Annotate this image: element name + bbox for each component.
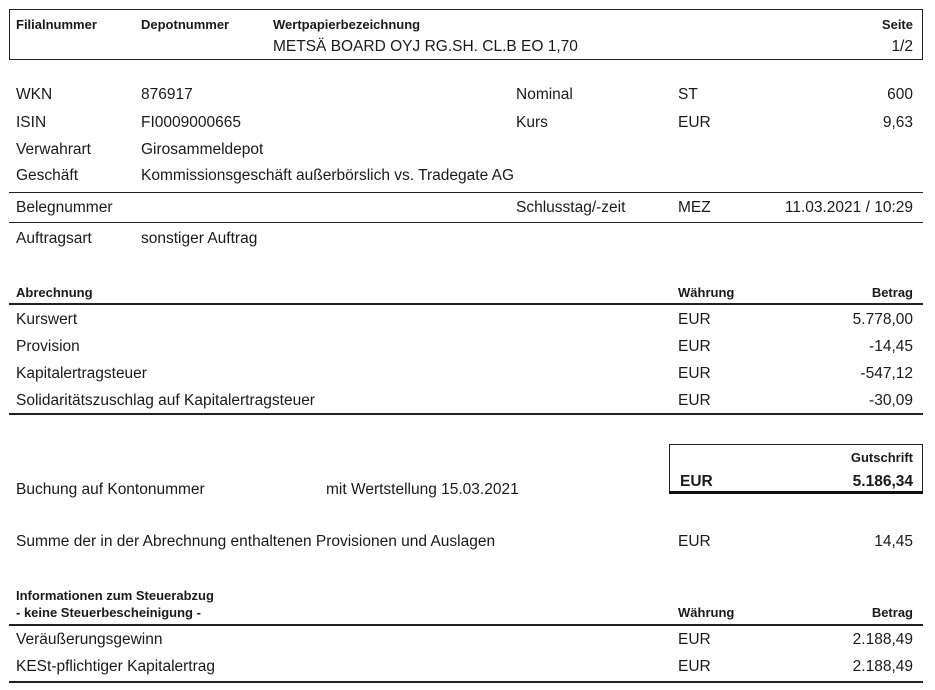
- abrechnung-row-currency: EUR: [678, 311, 711, 328]
- abrechnung-row-amount: -14,45: [869, 338, 913, 355]
- divider: [9, 222, 923, 223]
- steuer-row-currency: EUR: [678, 658, 711, 675]
- abrechnung-row-currency: EUR: [678, 365, 711, 382]
- abrechnung-row-label: Kapitalertragsteuer: [16, 365, 147, 382]
- beleg-label: Belegnummer: [16, 199, 113, 216]
- divider: [9, 303, 923, 305]
- schluss-label: Schlusstag/-zeit: [516, 199, 626, 216]
- nominal-value: 600: [887, 86, 913, 103]
- divider: [9, 624, 923, 626]
- seite-value: 1/2: [891, 38, 913, 55]
- divider: [9, 192, 923, 193]
- wertstellung-text: mit Wertstellung 15.03.2021: [326, 481, 519, 498]
- abrechnung-currency-header: Währung: [678, 285, 735, 300]
- divider: [9, 681, 923, 683]
- isin-label: ISIN: [16, 114, 47, 131]
- abrechnung-row-label: Solidaritätszuschlag auf Kapitalertragsteuer: [16, 392, 315, 409]
- nominal-unit: ST: [678, 86, 698, 103]
- steuer-row-label: Veräußerungsgewinn: [16, 631, 163, 648]
- kurs-value: 9,63: [882, 114, 913, 131]
- auftragsart-label: Auftragsart: [16, 230, 92, 247]
- abrechnung-row-amount: -30,09: [869, 392, 913, 409]
- gutschrift-currency: EUR: [680, 473, 713, 490]
- schluss-value: 11.03.2021 / 10:29: [784, 199, 913, 216]
- buchung-label: Buchung auf Kontonummer: [16, 481, 205, 498]
- steuer-title: Informationen zum Steuerabzug: [16, 588, 214, 603]
- abrechnung-row-currency: EUR: [678, 338, 711, 355]
- wkn-label: WKN: [16, 86, 53, 103]
- kurs-currency: EUR: [678, 114, 711, 131]
- steuer-currency-header: Währung: [678, 605, 735, 620]
- depotnummer-label: Depotnummer: [141, 17, 230, 32]
- auftragsart-value: sonstiger Auftrag: [141, 230, 258, 247]
- summe-amount: 14,45: [874, 533, 913, 550]
- abrechnung-title: Abrechnung: [16, 285, 93, 300]
- wertpapier-value: METSÄ BOARD OYJ RG.SH. CL.B EO 1,70: [273, 38, 578, 55]
- summe-label: Summe der in der Abrechnung enthaltenen Provisionen und Auslagen: [16, 533, 496, 550]
- abrechnung-row-label: Provision: [16, 338, 80, 355]
- wertpapier-label: Wertpapierbezeichnung: [273, 17, 421, 32]
- wkn-value: 876917: [141, 86, 193, 103]
- abrechnung-row-currency: EUR: [678, 392, 711, 409]
- seite-label: Seite: [881, 17, 913, 32]
- steuer-row-amount: 2.188,49: [852, 658, 913, 675]
- schluss-tz: MEZ: [678, 199, 711, 216]
- verwahrart-label: Verwahrart: [16, 141, 91, 158]
- divider: [9, 413, 923, 415]
- abrechnung-row-amount: -547,12: [860, 365, 913, 382]
- gutschrift-amount: 5.186,34: [852, 473, 913, 490]
- kurs-label: Kurs: [516, 114, 548, 131]
- gutschrift-label: Gutschrift: [850, 450, 913, 465]
- filialnummer-label: Filialnummer: [16, 17, 97, 32]
- abrechnung-amount-header: Betrag: [871, 285, 913, 300]
- nominal-label: Nominal: [516, 86, 573, 103]
- steuer-subtitle: - keine Steuerbescheinigung -: [16, 605, 201, 620]
- geschaeft-label: Geschäft: [16, 167, 79, 184]
- steuer-row-currency: EUR: [678, 631, 711, 648]
- abrechnung-row-amount: 5.778,00: [852, 311, 913, 328]
- abrechnung-row-label: Kurswert: [16, 311, 78, 328]
- summe-currency: EUR: [678, 533, 711, 550]
- gutschrift-underline: [669, 491, 923, 494]
- geschaeft-value: Kommissionsgeschäft außerbörslich vs. Tradegate AG: [141, 167, 515, 184]
- steuer-row-label: KESt-pflichtiger Kapitalertrag: [16, 658, 216, 675]
- steuer-row-amount: 2.188,49: [852, 631, 913, 648]
- steuer-amount-header: Betrag: [871, 605, 913, 620]
- verwahrart-value: Girosammeldepot: [141, 141, 264, 158]
- isin-value: FI0009000665: [141, 114, 241, 131]
